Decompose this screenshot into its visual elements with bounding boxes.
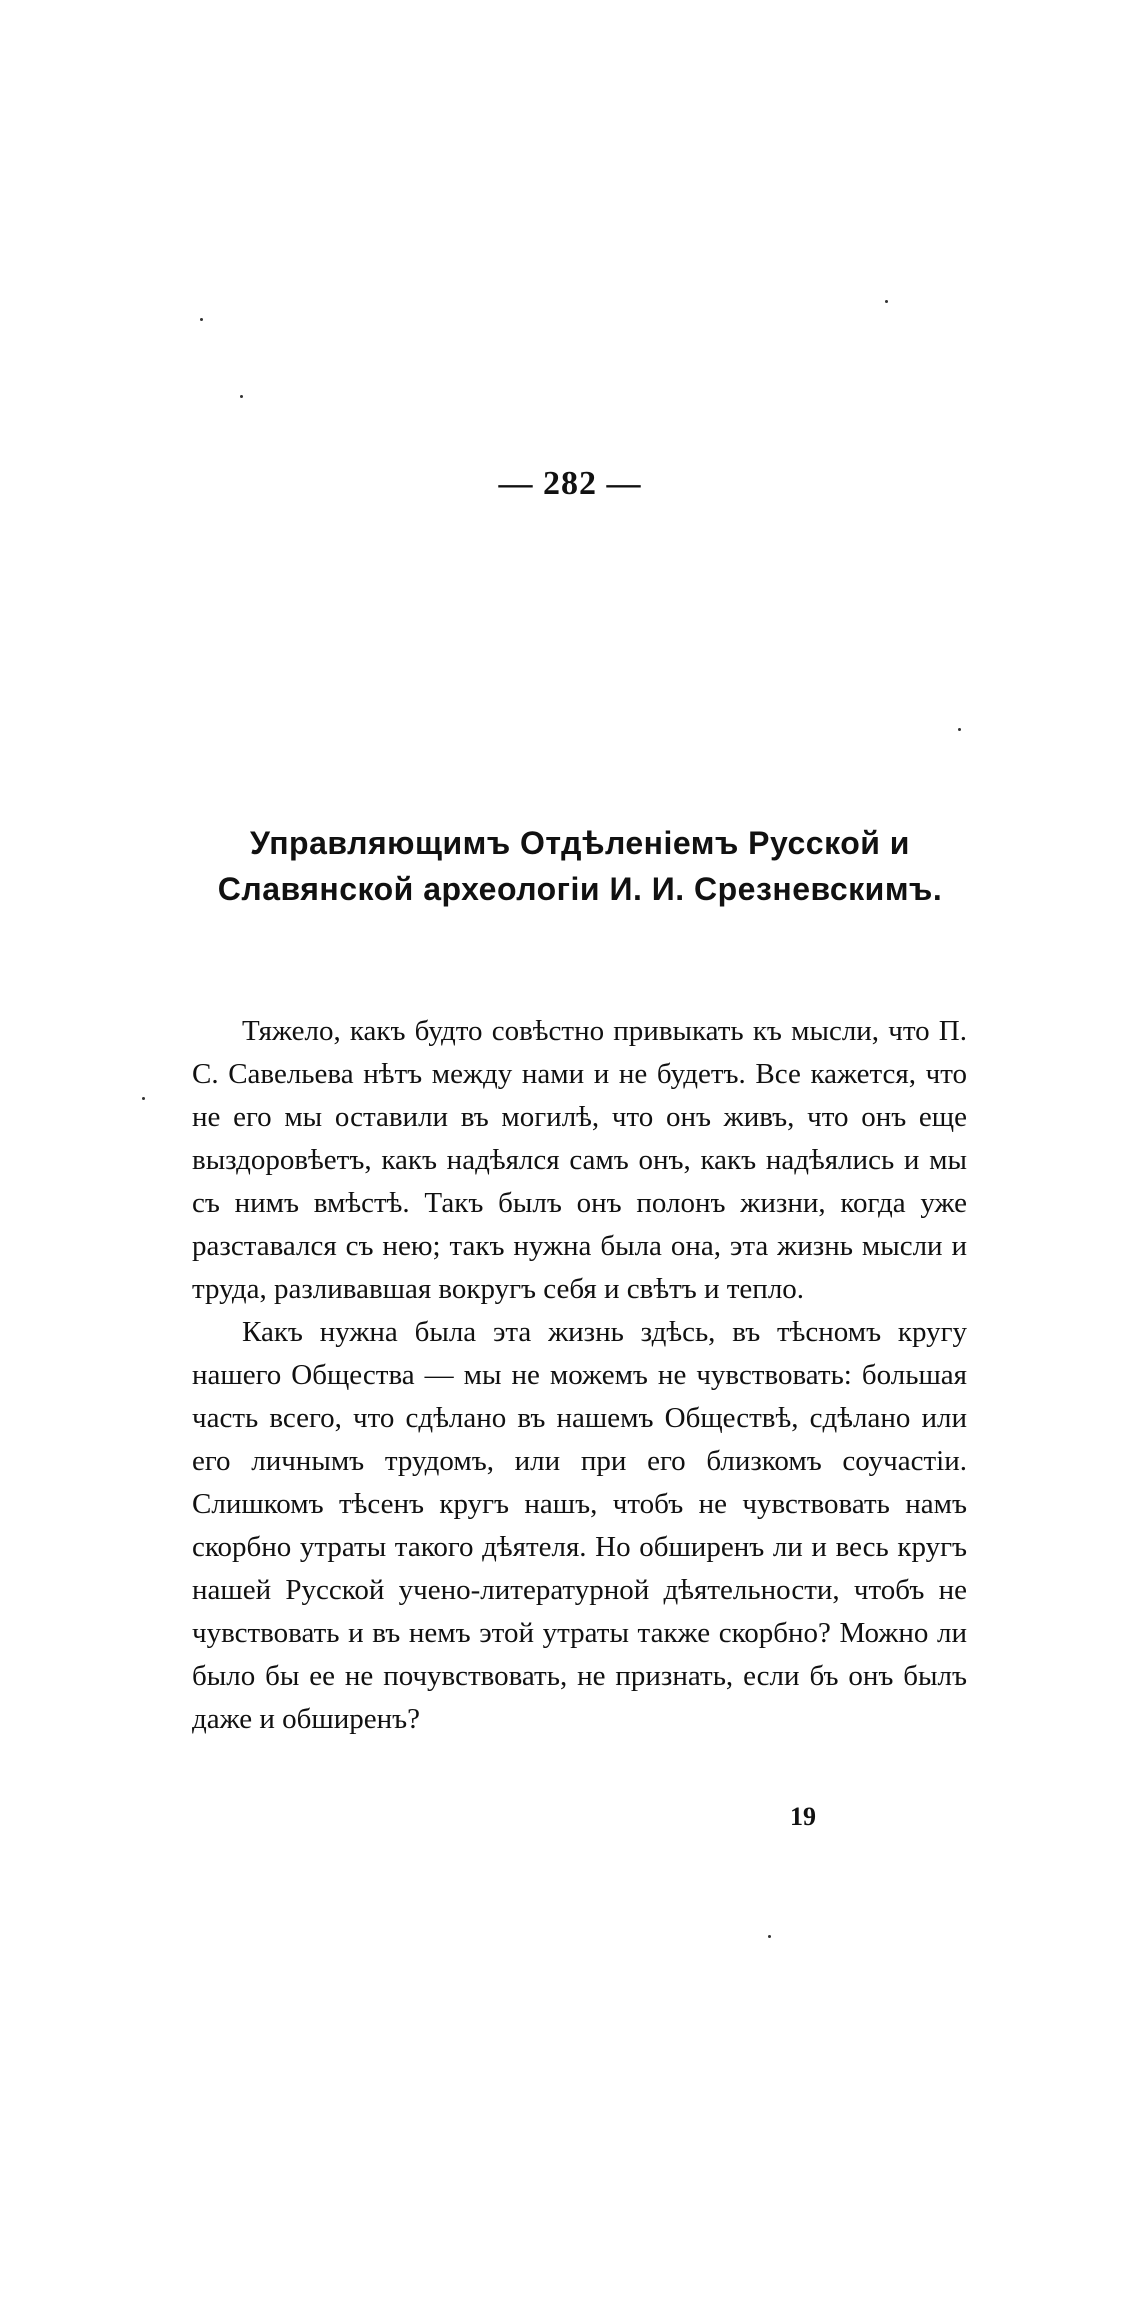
paper-speck [885, 300, 888, 303]
body-text [192, 1010, 967, 1741]
paper-speck [958, 728, 961, 731]
page-number: — 282 — [498, 465, 642, 502]
paragraph: Тяжело, какъ будто совѣстно привыкать къ мысли, что П. С. Савельева нѣтъ между нами и не будетъ. Все кажется, что не его мы оставили въ могилѣ, что онъ живъ, что онъ еще выздоровѣетъ, какъ надѣялся самъ онъ, какъ надѣялись и мы съ нимъ вмѣстѣ. Такъ былъ онъ полонъ жизни, когда уже разставался съ нею; такъ нужна была она, эта жизнь мысли и труда, разливавшая вокругъ себя и свѣтъ и тепло. [192, 1015, 967, 1305]
paper-speck [768, 1935, 771, 1938]
paragraph: Какъ нужна была эта жизнь здѣсь, въ тѣсномъ кругу нашего Общества — мы не можемъ не чувствовать: большая часть всего, что сдѣлано въ нашемъ Обществѣ, сдѣлано или его личнымъ трудомъ, или при его близкомъ соучастіи. Слишкомъ тѣсенъ кругъ нашъ, чтобъ не чувствовать намъ скорбно утраты такого дѣятеля. Но обширенъ ли и весь кругъ нашей Русской учено-литературной дѣятельности, чтобъ не чувствовать и въ немъ этой утраты также скорбно? Можно ли было бы ее не почувствовать, не признать, если бъ онъ былъ даже и обширенъ? [192, 1316, 967, 1735]
paper-speck [200, 318, 203, 321]
paper-speck [142, 1097, 145, 1100]
section-heading: Управляющимъ Отдѣленіемъ Русской и Славянской археологіи И. И. Срезневскимъ. [217, 825, 943, 907]
paper-speck [240, 395, 243, 398]
signature-mark: 19 [790, 1802, 816, 1831]
